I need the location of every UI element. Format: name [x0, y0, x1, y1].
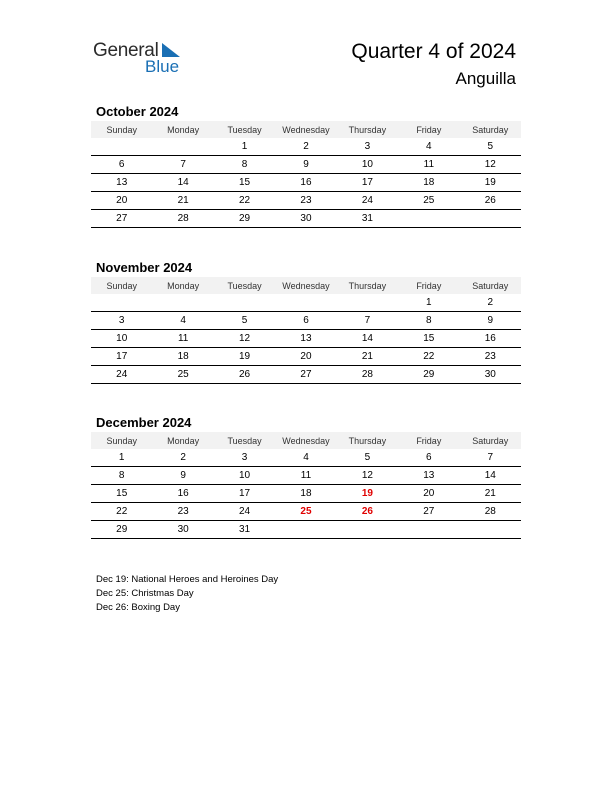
day-cell: 3	[91, 312, 152, 330]
weekday-label: Thursday	[337, 121, 398, 138]
month-november	[91, 258, 521, 384]
day-cell: 29	[214, 210, 275, 228]
day-cell: 10	[91, 330, 152, 348]
day-cell: 12	[214, 330, 275, 348]
holiday-note: Dec 19: National Heroes and Heroines Day	[96, 574, 279, 585]
generalblue-logo	[93, 40, 193, 80]
weekday-label: Friday	[398, 277, 459, 294]
weekday-label: Sunday	[91, 432, 152, 449]
month-october	[91, 102, 521, 228]
day-cell: 2	[275, 138, 336, 156]
day-cell: 11	[152, 330, 213, 348]
day-cell: 8	[214, 156, 275, 174]
day-cell: 25	[152, 366, 213, 384]
day-cell: 23	[460, 348, 521, 366]
weekday-header-row	[91, 277, 521, 294]
week-row	[91, 467, 521, 485]
weekday-label: Wednesday	[275, 432, 336, 449]
day-cell: 11	[398, 156, 459, 174]
week-row	[91, 503, 521, 521]
weekday-label: Saturday	[460, 432, 521, 449]
day-cell: 2	[460, 294, 521, 312]
weekday-label: Thursday	[337, 277, 398, 294]
empty-day-cell	[275, 294, 336, 312]
empty-day-cell	[398, 210, 459, 228]
day-cell: 18	[152, 348, 213, 366]
weekday-label: Wednesday	[275, 277, 336, 294]
day-cell: 21	[337, 348, 398, 366]
week-row	[91, 174, 521, 192]
day-cell: 5	[337, 449, 398, 467]
day-cell: 12	[337, 467, 398, 485]
day-cell: 28	[337, 366, 398, 384]
week-row	[91, 521, 521, 539]
week-row	[91, 485, 521, 503]
week-row	[91, 312, 521, 330]
day-cell: 19	[460, 174, 521, 192]
day-cell: 10	[337, 156, 398, 174]
weekday-label: Saturday	[460, 121, 521, 138]
day-cell: 8	[398, 312, 459, 330]
day-cell: 22	[214, 192, 275, 210]
day-cell: 15	[398, 330, 459, 348]
weekday-label: Friday	[398, 432, 459, 449]
weekday-label: Tuesday	[214, 121, 275, 138]
calendar-table	[91, 432, 521, 539]
day-cell: 13	[398, 467, 459, 485]
day-cell: 14	[152, 174, 213, 192]
day-cell: 22	[398, 348, 459, 366]
empty-day-cell	[91, 138, 152, 156]
day-cell: 10	[214, 467, 275, 485]
day-cell: 9	[152, 467, 213, 485]
day-cell: 30	[460, 366, 521, 384]
page-subtitle: Anguilla	[455, 69, 516, 88]
day-cell: 18	[398, 174, 459, 192]
day-cell: 12	[460, 156, 521, 174]
weekday-label: Sunday	[91, 121, 152, 138]
day-cell: 2	[152, 449, 213, 467]
empty-day-cell	[398, 521, 459, 539]
empty-day-cell	[337, 521, 398, 539]
weekday-header-row	[91, 121, 521, 138]
month-title: November 2024	[96, 260, 193, 275]
page-title: Quarter 4 of 2024	[351, 40, 516, 63]
empty-day-cell	[460, 521, 521, 539]
weekday-label: Sunday	[91, 277, 152, 294]
day-cell: 5	[460, 138, 521, 156]
day-cell: 6	[398, 449, 459, 467]
day-cell: 26	[214, 366, 275, 384]
holiday-notes	[96, 573, 278, 615]
day-cell: 22	[91, 503, 152, 521]
day-cell: 7	[460, 449, 521, 467]
weekday-label: Wednesday	[275, 121, 336, 138]
day-cell: 17	[337, 174, 398, 192]
day-cell: 18	[275, 485, 336, 503]
weekday-label: Monday	[152, 121, 213, 138]
month-title: October 2024	[96, 104, 179, 119]
day-cell: 16	[460, 330, 521, 348]
day-cell: 27	[91, 210, 152, 228]
logo-word-general: General	[93, 40, 159, 61]
empty-day-cell	[337, 294, 398, 312]
day-cell: 11	[275, 467, 336, 485]
weekday-label: Monday	[152, 277, 213, 294]
day-cell: 16	[152, 485, 213, 503]
day-cell: 24	[91, 366, 152, 384]
week-row	[91, 210, 521, 228]
logo-word-blue: Blue	[145, 57, 180, 76]
week-row	[91, 294, 521, 312]
day-cell: 4	[398, 138, 459, 156]
day-cell: 29	[91, 521, 152, 539]
day-cell: 6	[275, 312, 336, 330]
week-row	[91, 192, 521, 210]
day-cell: 27	[398, 503, 459, 521]
empty-day-cell	[152, 138, 213, 156]
day-cell: 24	[214, 503, 275, 521]
day-cell: 28	[152, 210, 213, 228]
day-cell: 15	[214, 174, 275, 192]
weekday-label: Tuesday	[214, 277, 275, 294]
weekday-header-row	[91, 432, 521, 449]
week-row	[91, 138, 521, 156]
day-cell: 24	[337, 192, 398, 210]
holiday-note: Dec 25: Christmas Day	[96, 588, 194, 599]
day-cell: 4	[152, 312, 213, 330]
day-cell: 25	[275, 503, 336, 521]
day-cell: 14	[337, 330, 398, 348]
day-cell: 20	[275, 348, 336, 366]
holiday-note: Dec 26: Boxing Day	[96, 602, 180, 613]
day-cell: 26	[460, 192, 521, 210]
day-cell: 29	[398, 366, 459, 384]
day-cell: 20	[91, 192, 152, 210]
month-title: December 2024	[96, 415, 192, 430]
day-cell: 16	[275, 174, 336, 192]
week-row	[91, 449, 521, 467]
week-row	[91, 330, 521, 348]
day-cell: 1	[214, 138, 275, 156]
day-cell: 15	[91, 485, 152, 503]
weekday-label: Tuesday	[214, 432, 275, 449]
day-cell: 26	[337, 503, 398, 521]
empty-day-cell	[214, 294, 275, 312]
empty-day-cell	[275, 521, 336, 539]
day-cell: 30	[275, 210, 336, 228]
day-cell: 17	[91, 348, 152, 366]
weekday-label: Thursday	[337, 432, 398, 449]
day-cell: 19	[337, 485, 398, 503]
empty-day-cell	[460, 210, 521, 228]
day-cell: 1	[398, 294, 459, 312]
day-cell: 21	[152, 192, 213, 210]
day-cell: 20	[398, 485, 459, 503]
weekday-label: Monday	[152, 432, 213, 449]
day-cell: 8	[91, 467, 152, 485]
logo-triangle-icon	[160, 43, 182, 58]
day-cell: 28	[460, 503, 521, 521]
day-cell: 31	[337, 210, 398, 228]
day-cell: 25	[398, 192, 459, 210]
day-cell: 7	[152, 156, 213, 174]
day-cell: 31	[214, 521, 275, 539]
day-cell: 3	[214, 449, 275, 467]
day-cell: 3	[337, 138, 398, 156]
empty-day-cell	[91, 294, 152, 312]
empty-day-cell	[152, 294, 213, 312]
week-row	[91, 156, 521, 174]
day-cell: 9	[275, 156, 336, 174]
day-cell: 5	[214, 312, 275, 330]
month-december	[91, 413, 521, 539]
calendar-table	[91, 121, 521, 228]
day-cell: 23	[152, 503, 213, 521]
day-cell: 27	[275, 366, 336, 384]
week-row	[91, 348, 521, 366]
day-cell: 14	[460, 467, 521, 485]
weekday-label: Friday	[398, 121, 459, 138]
day-cell: 9	[460, 312, 521, 330]
day-cell: 13	[275, 330, 336, 348]
day-cell: 17	[214, 485, 275, 503]
day-cell: 13	[91, 174, 152, 192]
day-cell: 7	[337, 312, 398, 330]
day-cell: 23	[275, 192, 336, 210]
week-row	[91, 366, 521, 384]
day-cell: 1	[91, 449, 152, 467]
weekday-label: Saturday	[460, 277, 521, 294]
day-cell: 19	[214, 348, 275, 366]
calendar-table	[91, 277, 521, 384]
day-cell: 21	[460, 485, 521, 503]
day-cell: 6	[91, 156, 152, 174]
day-cell: 4	[275, 449, 336, 467]
day-cell: 30	[152, 521, 213, 539]
